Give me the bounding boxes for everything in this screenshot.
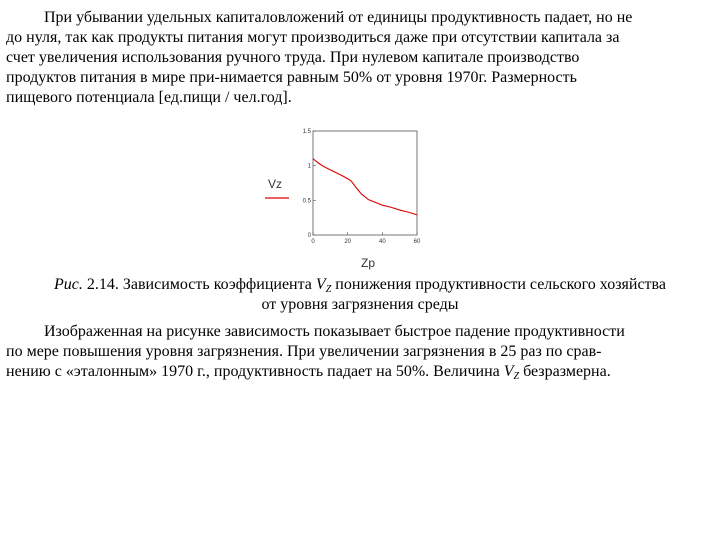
paragraph-line: по мере повышения уровня загрязнения. При увеличении загрязнения в 25 раз по срав-	[6, 343, 602, 360]
paragraph-intro	[6, 8, 714, 108]
paragraph-line: Изображенная на рисунке зависимость показывает быстрое падение продуктивности	[44, 323, 625, 340]
variable-main: V	[503, 363, 514, 380]
y-tick-label: 1	[307, 163, 311, 170]
line-text: нению с «эталонным» 1970 г., продуктивность падает на 50%. Величина	[6, 363, 504, 380]
line-text: безразмерна.	[519, 363, 611, 380]
variable-subscript: Z	[325, 284, 332, 295]
caption-label: Рис.	[54, 276, 83, 293]
caption-line-1	[6, 275, 714, 295]
figure-chart	[255, 125, 440, 275]
caption-line-2: от уровня загрязнения среды	[261, 296, 459, 313]
y-tick-label: 0	[307, 233, 311, 239]
figure-caption	[6, 275, 714, 315]
variable-subscript: Z	[513, 371, 520, 382]
caption-variable	[316, 276, 331, 293]
paragraph-explanation	[6, 322, 714, 382]
line-chart	[255, 125, 440, 275]
x-tick-label: 20	[344, 239, 352, 245]
series-line	[313, 159, 417, 215]
paragraph-line: продуктов питания в мире при-нимается равным 50% от уровня 1970г. Размерность	[6, 69, 577, 86]
plot-frame	[313, 131, 417, 235]
paragraph-line: пищевого потенциала [ед.пищи / чел.год].	[6, 89, 292, 106]
x-tick-label: 0	[311, 239, 315, 245]
y-axis-label: Vz	[268, 177, 283, 191]
y-tick-label: 1.5	[302, 129, 311, 135]
inline-variable	[504, 363, 519, 380]
paragraph-line: счет увеличения использования ручного труда. При нулевом капитале производство	[6, 49, 580, 66]
caption-rest: понижения продуктивности сельского хозяйства	[331, 276, 666, 293]
caption-number: 2.14. Зависимость коэффициента	[82, 276, 316, 293]
paragraph-line	[6, 362, 714, 382]
x-tick-label: 40	[378, 239, 386, 245]
paragraph-line: до нуля, так как продукты питания могут производиться даже при отсутствии капитала за	[6, 29, 620, 46]
variable-main: V	[315, 276, 326, 293]
x-tick-label: 60	[413, 239, 421, 245]
y-tick-label: 0.5	[302, 198, 311, 205]
x-axis-label: Zp	[361, 256, 376, 270]
paragraph-line: При убывании удельных капиталовложений от единицы продуктивность падает, но не	[44, 9, 633, 26]
